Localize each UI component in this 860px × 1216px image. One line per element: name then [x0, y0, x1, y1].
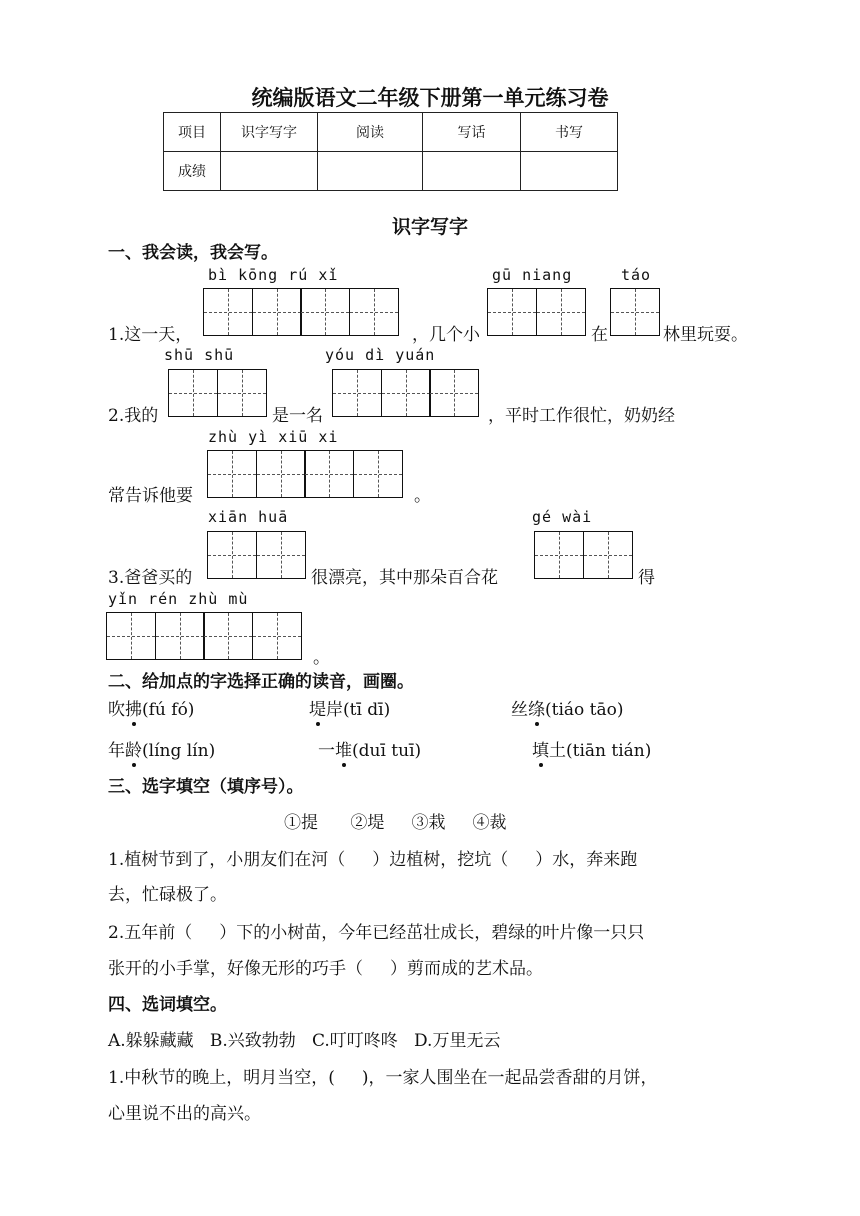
writing-grid[interactable] — [106, 612, 302, 660]
q4-heading: 四、选词填空。 — [108, 995, 227, 1015]
grid-cell[interactable] — [106, 612, 156, 660]
sentence-text: 得 — [638, 568, 655, 588]
score-header: 项目 — [164, 113, 221, 152]
char-options: ①提 ②堤 ③栽 ④裁 — [284, 813, 507, 833]
grid-cell[interactable] — [203, 288, 253, 336]
sentence-text: 3.爸爸买的 — [108, 568, 193, 588]
pinyin: yóu dì yuán — [325, 346, 436, 364]
grid-cell[interactable] — [429, 369, 479, 417]
word-options: A.躲躲藏藏 B.兴致勃勃 C.叮叮咚咚 D.万里无云 — [108, 1031, 501, 1051]
writing-grid[interactable] — [610, 288, 660, 336]
grid-cell[interactable] — [381, 369, 431, 417]
grid-cell[interactable] — [353, 450, 403, 498]
writing-grid[interactable] — [332, 369, 479, 417]
grid-cell[interactable] — [610, 288, 660, 336]
question-line: 张开的小手掌，好像无形的巧手（ ）剪而成的艺术品。 — [108, 959, 544, 979]
q1-heading: 一、我会读，我会写。 — [108, 243, 278, 263]
grid-cell[interactable] — [304, 450, 354, 498]
writing-grid[interactable] — [534, 531, 633, 579]
pinyin: bì kōng rú xǐ — [208, 266, 339, 284]
question-line: 去，忙碌极了。 — [108, 885, 227, 905]
sentence-text: 。 — [313, 648, 330, 668]
sentence-text: 2.我的 — [108, 406, 159, 426]
score-row-label: 成绩 — [164, 152, 221, 191]
writing-grid[interactable] — [168, 369, 267, 417]
question-line: 心里说不出的高兴。 — [108, 1104, 261, 1124]
writing-grid[interactable] — [207, 531, 306, 579]
sentence-text: 1.这一天， — [108, 325, 193, 345]
reading-item: 吹拂(fú fó) — [108, 700, 195, 720]
reading-item: 年龄(líng lín) — [108, 741, 216, 761]
grid-cell[interactable] — [583, 531, 633, 579]
pinyin: táo — [621, 266, 652, 284]
sentence-text: 林里玩耍。 — [663, 325, 748, 345]
score-header: 识字写字 — [221, 113, 318, 152]
grid-cell[interactable] — [217, 369, 267, 417]
grid-cell[interactable] — [487, 288, 537, 336]
pinyin: xiān huā — [208, 508, 289, 526]
grid-cell[interactable] — [207, 531, 257, 579]
grid-cell[interactable] — [536, 288, 586, 336]
question-line: 1.植树节到了，小朋友们在河（ ）边植树，挖坑（ ）水，奔来跑 — [108, 850, 638, 870]
sentence-text: 。 — [414, 486, 431, 506]
sentence-text: 在 — [591, 325, 608, 345]
grid-cell[interactable] — [256, 450, 306, 498]
question-line: 2.五年前（ ）下的小树苗，今年已经茁壮成长，碧绿的叶片像一只只 — [108, 923, 645, 943]
page-title: 统编版语文二年级下册第一单元练习卷 — [251, 86, 609, 110]
sentence-text: ，平时工作很忙，奶奶经 — [488, 406, 675, 426]
pinyin: gū niang — [492, 266, 573, 284]
question-line: 1.中秋节的晚上，明月当空，( )，一家人围坐在一起品尝香甜的月饼， — [108, 1068, 658, 1088]
pinyin: zhù yì xiū xi — [208, 428, 339, 446]
sentence-text: 常告诉他要 — [108, 486, 193, 506]
writing-grid[interactable] — [487, 288, 586, 336]
pinyin: gé wài — [532, 508, 593, 526]
section-title: 识字写字 — [391, 216, 468, 238]
pinyin: yǐn rén zhù mù — [108, 590, 249, 608]
writing-grid[interactable] — [203, 288, 399, 336]
score-header: 阅读 — [318, 113, 423, 152]
grid-cell[interactable] — [300, 288, 350, 336]
grid-cell[interactable] — [349, 288, 399, 336]
grid-cell[interactable] — [252, 612, 302, 660]
sentence-text: 很漂亮，其中那朵百合花 — [311, 568, 498, 588]
score-table — [163, 112, 618, 191]
reading-item: 填土(tiān tián) — [532, 741, 652, 761]
grid-cell[interactable] — [207, 450, 257, 498]
score-cell[interactable] — [423, 152, 521, 191]
writing-grid[interactable] — [207, 450, 403, 498]
reading-item: 丝绦(tiáo tāo) — [511, 700, 624, 720]
pinyin: shū shū — [164, 346, 235, 364]
sentence-text: 是一名 — [272, 406, 323, 426]
grid-cell[interactable] — [534, 531, 584, 579]
grid-cell[interactable] — [155, 612, 205, 660]
score-header: 书写 — [521, 113, 618, 152]
q3-heading: 三、选字填空（填序号）。 — [108, 777, 304, 797]
sentence-text: ，几个小 — [412, 325, 480, 345]
grid-cell[interactable] — [332, 369, 382, 417]
grid-cell[interactable] — [203, 612, 253, 660]
score-cell[interactable] — [221, 152, 318, 191]
score-header: 写话 — [423, 113, 521, 152]
grid-cell[interactable] — [168, 369, 218, 417]
score-cell[interactable] — [521, 152, 618, 191]
q2-heading: 二、给加点的字选择正确的读音，画圈。 — [108, 672, 414, 692]
reading-item: 一堆(duī tuī) — [318, 741, 422, 761]
grid-cell[interactable] — [252, 288, 302, 336]
reading-item: 堤岸(tī dī) — [309, 700, 391, 720]
score-cell[interactable] — [318, 152, 423, 191]
grid-cell[interactable] — [256, 531, 306, 579]
